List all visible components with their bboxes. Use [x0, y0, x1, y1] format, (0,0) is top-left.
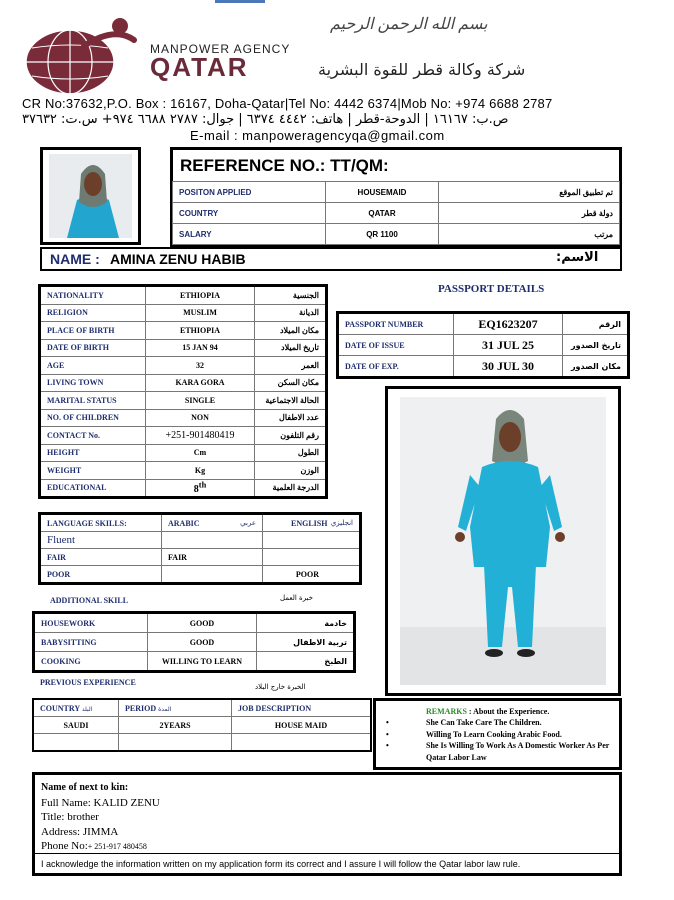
- personal-label-ar: عدد الاطفال: [255, 409, 327, 427]
- table-row: [338, 313, 629, 335]
- bismillah-text: بسم الله الرحمن الرحيم: [330, 16, 488, 33]
- exp-job: HOUSE MAID: [232, 717, 372, 734]
- language-skills-table: [38, 512, 362, 585]
- previous-experience-title-ar: الخبرة خارج البلاد: [255, 683, 306, 691]
- table-row: [34, 652, 355, 672]
- personal-value: SINGLE: [146, 392, 255, 410]
- table-row: [40, 514, 361, 532]
- personal-label: EDUCATIONAL: [40, 479, 146, 498]
- agency-logo: [24, 16, 140, 96]
- name-label: NAME :: [50, 251, 100, 267]
- personal-label: CONTACT No.: [40, 427, 146, 445]
- kin-phone-label: Phone No:: [41, 840, 88, 852]
- top-accent-bar: [215, 0, 265, 3]
- email-line: E-mail : manpoweragencyqa@gmail.com: [190, 128, 445, 143]
- table-row: [40, 532, 361, 549]
- table-row: [40, 339, 327, 357]
- exp-country-header-ar: البلد: [81, 705, 93, 713]
- table-row: [34, 633, 355, 652]
- exp-job-header: JOB DESCRIPTION: [232, 699, 372, 717]
- kin-full-name: Full Name: KALID ZENU: [41, 796, 160, 809]
- salary-label-ar: مرتب: [439, 224, 620, 245]
- table-row: [40, 549, 361, 566]
- table-row: [338, 335, 629, 356]
- education-value: 8: [193, 483, 199, 495]
- exp-period-header-ar: المدة: [158, 705, 172, 713]
- skill-label: BABYSITTING: [34, 633, 148, 652]
- personal-value: KARA GORA: [146, 374, 255, 392]
- table-row: [34, 613, 355, 633]
- personal-value: 15 JAN 94: [146, 339, 255, 357]
- personal-label: MARITAL STATUS: [40, 392, 146, 410]
- country-label-ar: دولة قطر: [439, 203, 620, 224]
- list-item: • She Can Take Care The Children.: [386, 717, 622, 729]
- table-row: [40, 304, 327, 322]
- skill-value: GOOD: [148, 613, 257, 633]
- personal-info-table: [38, 284, 328, 499]
- kin-heading: Name of next to kin:: [41, 782, 129, 793]
- applicant-photo-small: [40, 147, 141, 245]
- personal-label-ar: رقم التلفون: [255, 427, 327, 445]
- person-figure-small: [49, 154, 132, 238]
- acknowledgement-text: I acknowledge the information written on my application form its correct and I assure I will follow the Qatar labor law rule.: [35, 853, 619, 873]
- english-fair: [263, 549, 361, 566]
- personal-value: ETHIOPIA: [146, 286, 255, 305]
- passport-value: 31 JUL 25: [454, 335, 563, 356]
- contact-line: CR No:37632,P.O. Box : 16167, Doha-Qatar|Tel No: 4442 6374|Mob No: +974 6688 2787: [22, 96, 553, 111]
- level-poor: POOR: [40, 566, 162, 584]
- education-suffix: th: [198, 480, 207, 490]
- list-item: • She Is Willing To Work As A Domestic Worker As Per Qatar Labor Law: [386, 740, 622, 763]
- personal-value: +251-901480419: [146, 427, 255, 445]
- personal-label: WEIGHT: [40, 462, 146, 480]
- contact-line-arabic: ص.ب: ١٦١٦٧ | الدوحة-قطر | هاتف: ٤٤٤٢ ٦٣٧٤ | جوال: ٢٧٨٧ ٦٦٨٨ ٩٧٤+ س.ت: ٣٧٦٣٢: [22, 112, 509, 127]
- personal-label: NATIONALITY: [40, 286, 146, 305]
- salary-value: QR 1100: [326, 224, 439, 245]
- personal-label-ar: العمر: [255, 357, 327, 375]
- passport-label-ar: الرقم: [563, 313, 629, 335]
- passport-table: [336, 311, 630, 379]
- passport-label: DATE OF EXP.: [338, 356, 454, 378]
- remarks-title: [426, 707, 549, 716]
- table-row: [40, 409, 327, 427]
- remarks-title-text: : About the Experience.: [468, 707, 550, 716]
- person-figure-full: [400, 397, 606, 685]
- agency-name-small: MANPOWER AGENCY: [150, 42, 291, 56]
- additional-skill-table: [32, 611, 356, 673]
- position-label-ar: تم تطبيق الموقع: [439, 182, 620, 203]
- personal-value: MUSLIM: [146, 304, 255, 322]
- agency-name-arabic: شركة وكالة قطر للقوة البشرية: [318, 60, 526, 79]
- table-row: [40, 286, 327, 305]
- country-label: COUNTRY: [173, 203, 326, 224]
- table-row: [40, 427, 327, 445]
- table-row: [40, 392, 327, 410]
- language-skills-label: LANGUAGE SKILLS:: [40, 514, 162, 532]
- level-fair: FAIR: [40, 549, 162, 566]
- personal-value: [146, 479, 255, 498]
- english-col-label: ENGLISH: [291, 518, 328, 528]
- table-row: [40, 374, 327, 392]
- personal-label-ar: الوزن: [255, 462, 327, 480]
- personal-label-ar: الطول: [255, 444, 327, 462]
- table-row: [33, 717, 371, 734]
- exp-country-2: [33, 734, 119, 752]
- list-item: • Willing To Learn Cooking Arabic Food.: [386, 729, 622, 741]
- exp-period: 2YEARS: [119, 717, 232, 734]
- kin-title: Title: brother: [41, 811, 99, 823]
- skill-label-ar: خادمة: [257, 613, 355, 633]
- exp-period-header: PERIOD: [125, 703, 157, 713]
- remarks-list: [376, 717, 622, 763]
- next-of-kin-box: [32, 772, 622, 876]
- applicant-photo-full: [385, 386, 621, 696]
- passport-label-ar: مكان الصدور: [563, 356, 629, 378]
- arabic-fair: FAIR: [162, 549, 263, 566]
- previous-experience-title: PREVIOUS EXPERIENCE: [40, 678, 136, 687]
- reference-title: REFERENCE NO.: TT/QM:: [180, 156, 389, 175]
- arabic-col-label-ar: عربي: [240, 518, 256, 527]
- personal-value: ETHIOPIA: [146, 322, 255, 340]
- country-value: QATAR: [326, 203, 439, 224]
- skill-label-ar: تربية الاطفال: [257, 633, 355, 652]
- personal-value: NON: [146, 409, 255, 427]
- personal-label-ar: الحالة الاجتماعية: [255, 392, 327, 410]
- personal-label: AGE: [40, 357, 146, 375]
- arabic-fluent: [162, 532, 263, 549]
- exp-country-header: COUNTRY: [40, 703, 80, 713]
- exp-period-2: [119, 734, 232, 752]
- level-fluent: Fluent: [40, 532, 162, 549]
- table-row: [338, 356, 629, 378]
- position-label: POSITON APPLIED: [173, 182, 326, 203]
- passport-label: PASSPORT NUMBER: [338, 313, 454, 335]
- personal-label-ar: الديانة: [255, 304, 327, 322]
- personal-label-ar: مكان الميلاد: [255, 322, 327, 340]
- personal-label: DATE OF BIRTH: [40, 339, 146, 357]
- applicant-name: AMINA ZENU HABIB: [110, 251, 246, 267]
- english-fluent: [263, 532, 361, 549]
- table-row: [173, 182, 620, 203]
- remarks-box: [373, 698, 622, 770]
- table-row: [40, 444, 327, 462]
- table-row: [40, 566, 361, 584]
- english-poor: POOR: [263, 566, 361, 584]
- personal-value: Cm: [146, 444, 255, 462]
- personal-label: LIVING TOWN: [40, 374, 146, 392]
- exp-country: SAUDI: [33, 717, 119, 734]
- skill-value: GOOD: [148, 633, 257, 652]
- personal-value: Kg: [146, 462, 255, 480]
- skill-label: HOUSEWORK: [34, 613, 148, 633]
- personal-label-ar: الجنسية: [255, 286, 327, 305]
- skill-label: COOKING: [34, 652, 148, 672]
- skill-value: WILLING TO LEARN: [148, 652, 257, 672]
- personal-label-ar: الدرجة العلمية: [255, 479, 327, 498]
- table-row: [33, 734, 371, 752]
- personal-label: HEIGHT: [40, 444, 146, 462]
- table-row: [173, 203, 620, 224]
- arabic-poor: [162, 566, 263, 584]
- arabic-col-label: ARABIC: [168, 518, 200, 528]
- table-row: [40, 322, 327, 340]
- personal-label: RELIGION: [40, 304, 146, 322]
- agency-name-big: QATAR: [150, 52, 249, 82]
- personal-label-ar: تاريخ الميلاد: [255, 339, 327, 357]
- kin-phone-value: + 251-917 480458: [87, 842, 147, 851]
- reference-table: [172, 181, 620, 245]
- salary-label: SALARY: [173, 224, 326, 245]
- passport-label-ar: تاريخ الصدور: [563, 335, 629, 356]
- personal-label: PLACE OF BIRTH: [40, 322, 146, 340]
- table-row: [33, 699, 371, 717]
- exp-job-2: [232, 734, 372, 752]
- experience-table: [32, 698, 372, 752]
- skill-label-ar: الطبخ: [257, 652, 355, 672]
- kin-address: Address: JIMMA: [41, 825, 119, 838]
- passport-value: EQ1623207: [454, 313, 563, 335]
- table-row: [40, 357, 327, 375]
- additional-skill-title-ar: خبرة العمل: [280, 594, 313, 602]
- table-row: [40, 479, 327, 498]
- table-row: [40, 462, 327, 480]
- personal-label-ar: مكان السكن: [255, 374, 327, 392]
- position-value: HOUSEMAID: [326, 182, 439, 203]
- passport-title: PASSPORT DETAILS: [438, 283, 545, 295]
- additional-skill-title: ADDITIONAL SKILL: [50, 596, 129, 605]
- passport-label: DATE OF ISSUE: [338, 335, 454, 356]
- remarks-title-label: REMARKS: [426, 707, 467, 716]
- english-col-label-ar: انجليزي: [330, 518, 353, 527]
- name-label-ar: الاسم:: [556, 250, 599, 265]
- passport-value: 30 JUL 30: [454, 356, 563, 378]
- personal-value: 32: [146, 357, 255, 375]
- personal-label: NO. OF CHILDREN: [40, 409, 146, 427]
- table-row: [173, 224, 620, 245]
